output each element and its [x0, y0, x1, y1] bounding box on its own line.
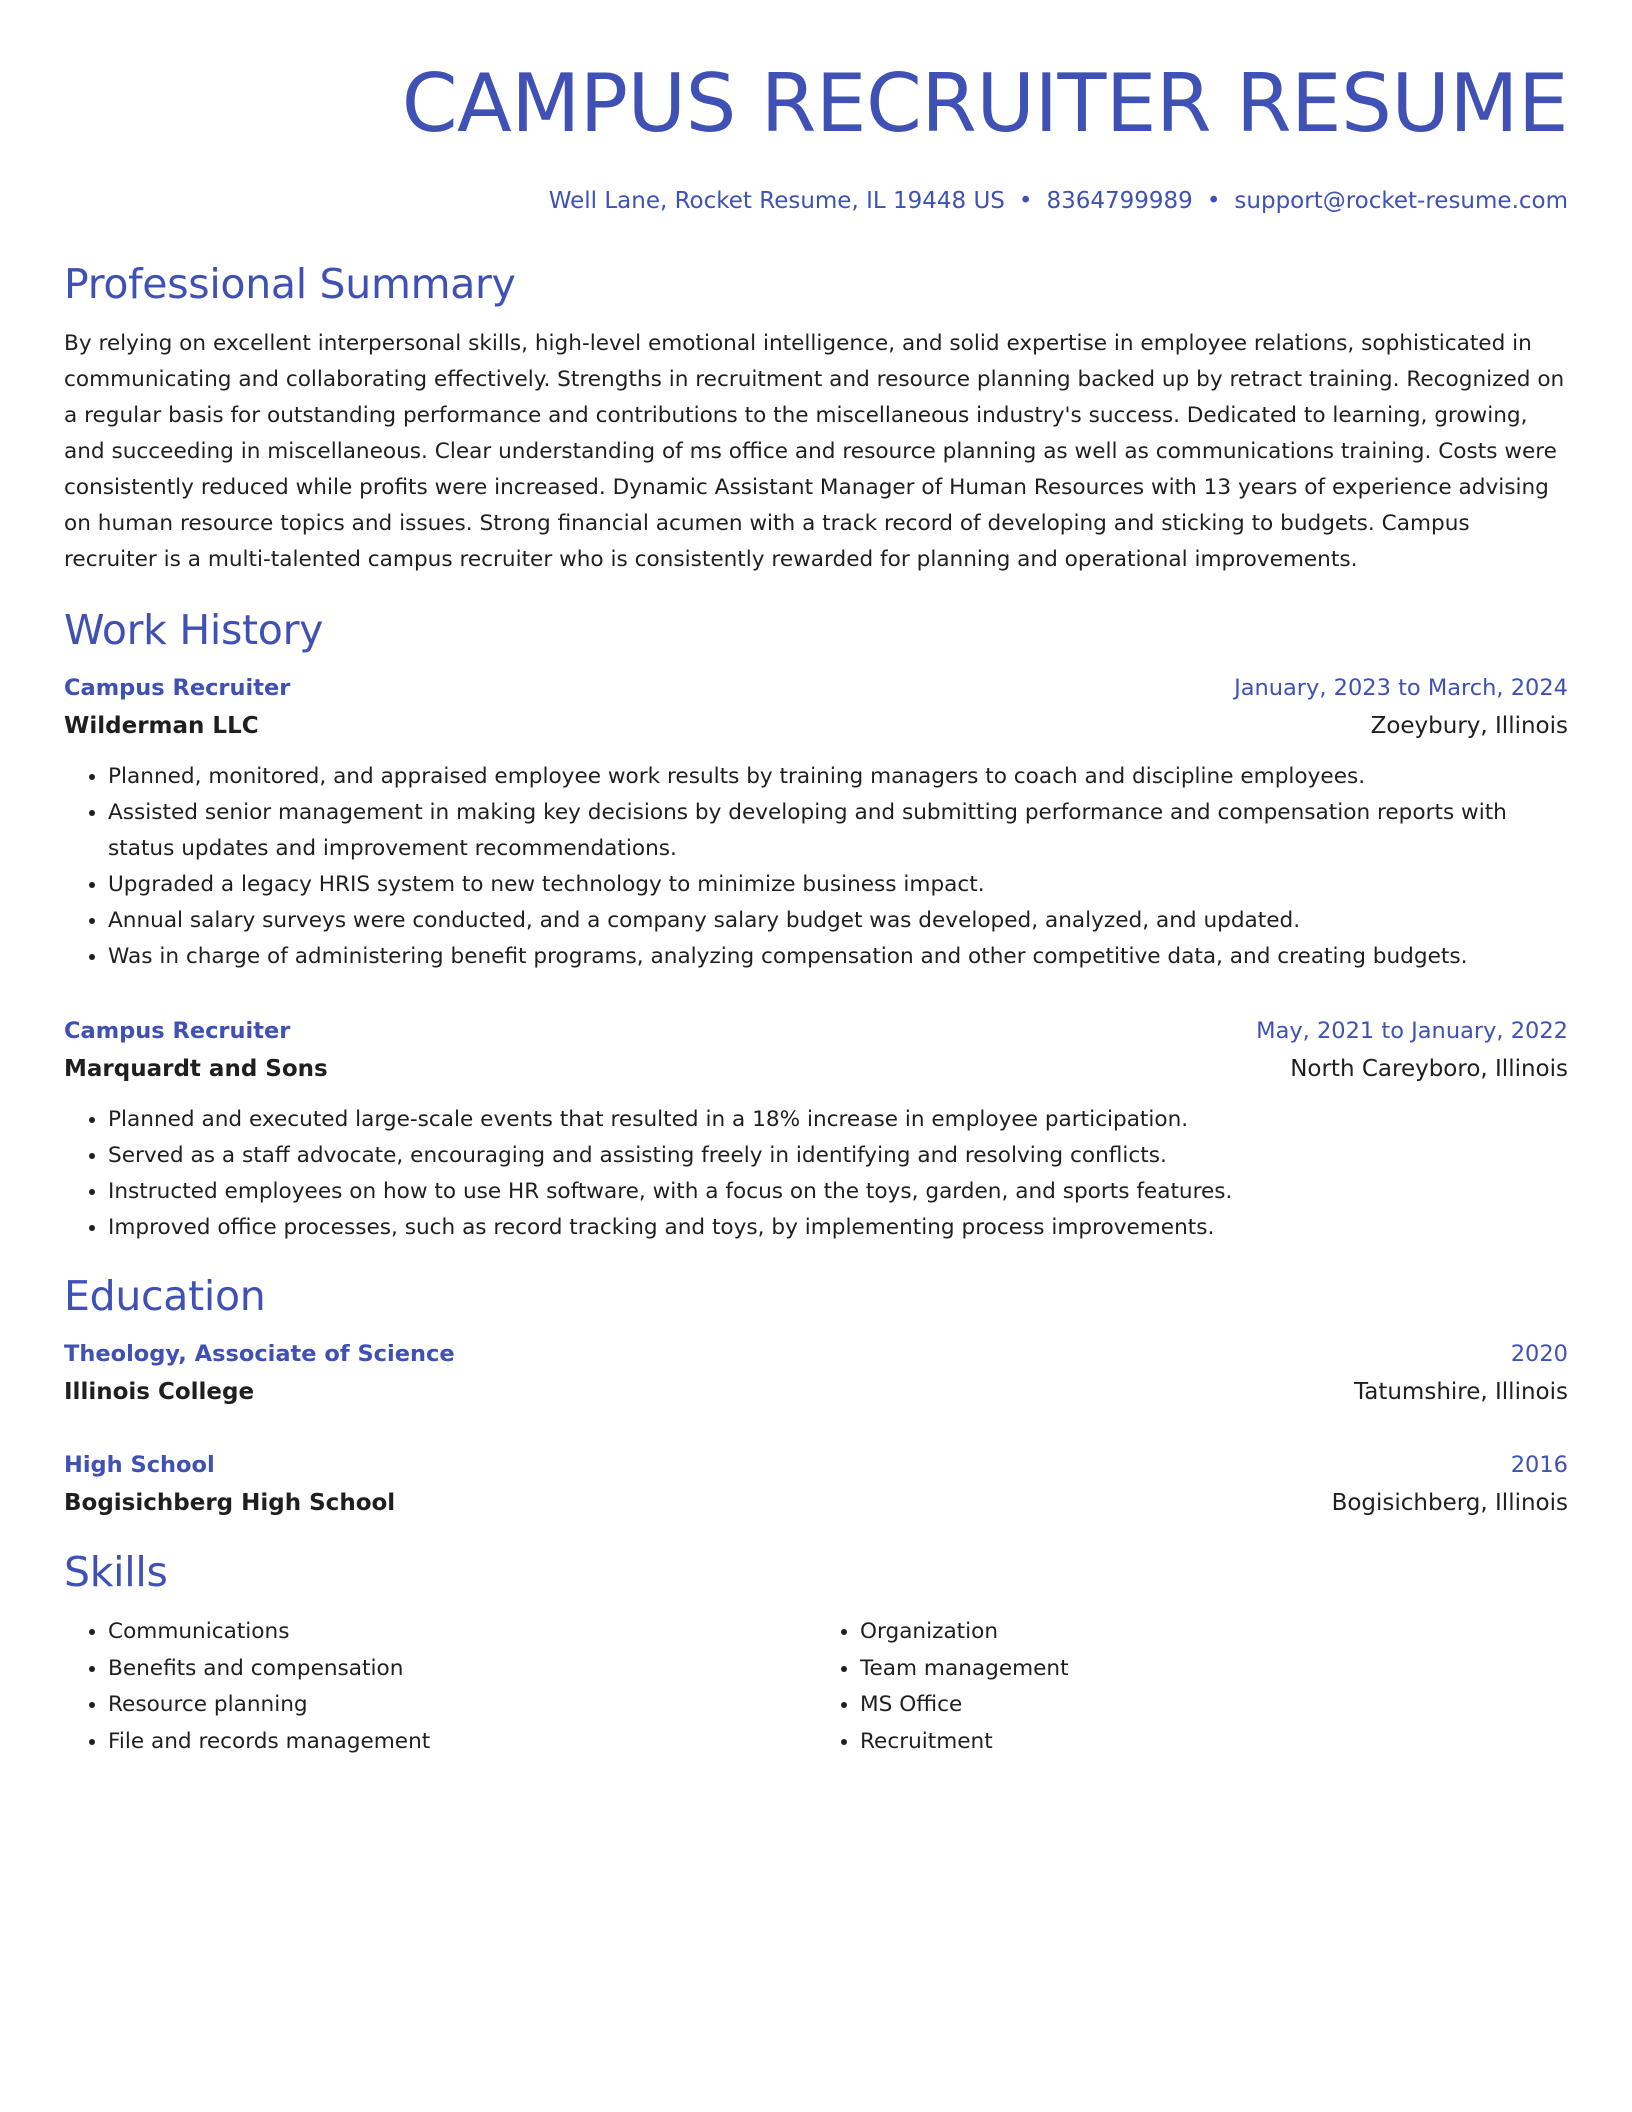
education-school: Illinois College — [64, 1379, 255, 1405]
job-entry — [64, 1015, 1568, 1246]
education-location: Tatumshire, Illinois — [1354, 1379, 1568, 1405]
skills-list-right — [816, 1614, 1568, 1760]
resume-header — [64, 0, 1568, 216]
education-degree: Theology, Associate of Science — [64, 1341, 455, 1367]
education-section — [64, 1270, 1568, 1520]
contact-address: Well Lane, Rocket Resume, IL 19448 US — [548, 188, 1005, 214]
education-entry — [64, 1449, 1568, 1520]
job-company-row — [64, 1052, 1568, 1086]
job-location: Zoeybury, Illinois — [1370, 713, 1568, 739]
job-bullets — [64, 759, 1568, 975]
job-bullet: • Served as a staff advocate, encouraging and assisting freely in identifying and resolving conflicts. — [108, 1138, 1568, 1174]
education-school-row — [64, 1486, 1568, 1520]
contact-email: support@rocket-resume.com — [1234, 188, 1568, 214]
section-title-skills: Skills — [64, 1548, 168, 1596]
job-company: Marquardt and Sons — [64, 1056, 328, 1082]
skill-item: • MS Office — [860, 1687, 1568, 1724]
job-bullet: • Planned and executed large-scale events that resulted in a 18% increase in employee participation. — [108, 1102, 1568, 1138]
education-degree-row — [64, 1338, 1568, 1370]
education-degree-row — [64, 1449, 1568, 1481]
skill-item: • Team management — [860, 1651, 1568, 1688]
education-degree: High School — [64, 1452, 215, 1478]
section-title-education: Education — [64, 1272, 266, 1320]
section-title-summary: Professional Summary — [64, 260, 516, 308]
job-company-row — [64, 709, 1568, 743]
job-bullet: • Assisted senior management in making key decisions by developing and submitting performance and compensation reports with status updates and improvement recommendations. — [108, 795, 1568, 867]
section-title-work: Work History — [64, 606, 324, 654]
job-role-row — [64, 672, 1568, 704]
education-location: Bogisichberg, Illinois — [1331, 1490, 1568, 1516]
contact-line — [64, 186, 1568, 216]
job-bullet: • Instructed employees on how to use HR software, with a focus on the toys, garden, and sports features. — [108, 1174, 1568, 1210]
job-bullets — [64, 1102, 1568, 1246]
education-school: Bogisichberg High School — [64, 1490, 396, 1516]
job-role: Campus Recruiter — [64, 675, 291, 701]
job-bullet: • Was in charge of administering benefit programs, analyzing compensation and other competitive data, and creating budgets. — [108, 939, 1568, 975]
skills-list-left — [64, 1614, 816, 1760]
contact-separator: • — [1018, 188, 1033, 214]
job-bullet: • Improved office processes, such as record tracking and toys, by implementing process improvements. — [108, 1210, 1568, 1246]
job-company: Wilderman LLC — [64, 713, 259, 739]
job-dates: May, 2021 to January, 2022 — [1256, 1018, 1568, 1044]
education-year: 2016 — [1510, 1452, 1568, 1478]
contact-separator: • — [1206, 188, 1221, 214]
skill-item: • Organization — [860, 1614, 1568, 1651]
skills-section — [64, 1546, 1568, 1760]
education-year: 2020 — [1510, 1341, 1568, 1367]
job-bullet: • Planned, monitored, and appraised employee work results by training managers to coach and discipline employees. — [108, 759, 1568, 795]
work-history-section — [64, 604, 1568, 1246]
skill-item: • Benefits and compensation — [108, 1651, 816, 1688]
contact-phone: 8364799989 — [1046, 188, 1193, 214]
job-role: Campus Recruiter — [64, 1018, 291, 1044]
skill-item: • Recruitment — [860, 1724, 1568, 1761]
job-bullet: • Upgraded a legacy HRIS system to new technology to minimize business impact. — [108, 867, 1568, 903]
job-role-row — [64, 1015, 1568, 1047]
summary-text: By relying on excellent interpersonal skills, high-level emotional intelligence, and solid expertise in employee relations, sophisticated in communicating and collaborating effectively. Strengths in recruitment and resource planning backed up by retract training. Recognized on a regular basis for outstanding performance and contributions to the miscellaneous industry's success. Dedicated to learning, growing, and succeeding in miscellaneous. Clear understanding of ms office and resource planning as well as communications training. Costs were consistently reduced while profits were increased. Dynamic Assistant Manager of Human Resources with 13 years of experience advising on human resource topics and issues. Strong financial acumen with a track record of developing and sticking to budgets. Campus recruiter is a multi-talented campus recruiter who is consistently rewarded for planning and operational improvements. — [64, 331, 1565, 572]
skill-item: • Communications — [108, 1614, 816, 1651]
job-bullet: • Annual salary surveys were conducted, and a company salary budget was developed, analyzed, and updated. — [108, 903, 1568, 939]
job-location: North Careyboro, Illinois — [1290, 1056, 1568, 1082]
skills-grid — [64, 1614, 1568, 1760]
job-entry — [64, 672, 1568, 975]
skill-item: • Resource planning — [108, 1687, 816, 1724]
skill-item: • File and records management — [108, 1724, 816, 1761]
professional-summary-section — [64, 258, 1568, 578]
resume-title: CAMPUS RECRUITER RESUME — [401, 57, 1568, 150]
education-school-row — [64, 1375, 1568, 1409]
education-entry — [64, 1338, 1568, 1409]
job-dates: January, 2023 to March, 2024 — [1234, 675, 1568, 701]
